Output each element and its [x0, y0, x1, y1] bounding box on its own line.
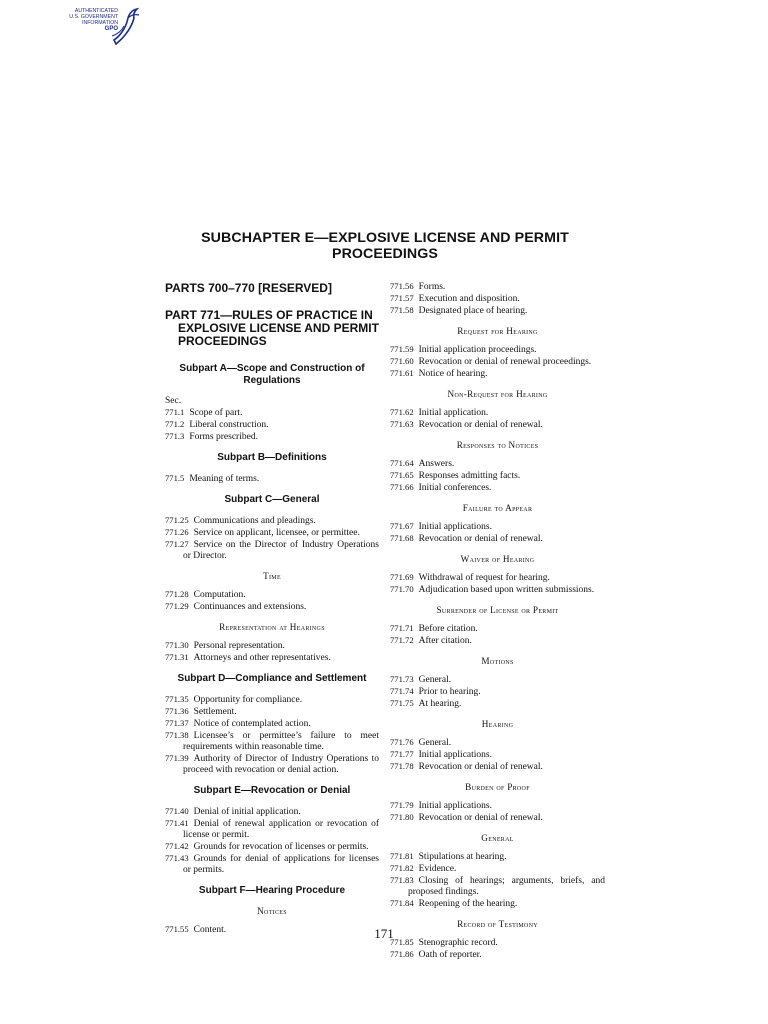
- section-number: 771.85: [390, 937, 414, 947]
- section-number: 771.61: [390, 368, 414, 378]
- section-number: 771.39: [165, 752, 189, 763]
- toc-entry: [165, 718, 379, 730]
- toc-entry: [165, 419, 379, 431]
- toc-entry: [390, 458, 605, 470]
- sec-label: Sec.: [165, 395, 182, 406]
- toc-entry: [390, 419, 605, 431]
- toc-entry: [165, 806, 379, 818]
- group-heading-surrender: Surrender of License or Permit: [436, 605, 559, 615]
- toc-entry: [390, 572, 605, 584]
- toc-entry: [390, 293, 605, 305]
- section-number: 771.60: [390, 356, 414, 366]
- gpo-authentication-logo: [60, 6, 142, 46]
- section-title: General.: [418, 738, 452, 748]
- section-number: 771.29: [165, 600, 189, 611]
- section-title: Initial conferences.: [418, 483, 492, 493]
- section-title: Initial applications.: [418, 522, 492, 532]
- section-number: 771.73: [390, 674, 414, 684]
- section-title: Personal representation.: [193, 640, 285, 651]
- toc-entry: [390, 686, 605, 698]
- section-number: 771.62: [390, 407, 414, 417]
- toc-entry: [165, 730, 379, 753]
- section-number: 771.84: [390, 898, 414, 908]
- toc-entry: [165, 601, 379, 613]
- toc-entry: [165, 589, 379, 601]
- section-title: Forms prescribed.: [189, 431, 258, 442]
- group-heading-time: Time: [263, 570, 281, 581]
- subpart-c-heading: Subpart C—General: [224, 493, 320, 505]
- section-title: Reopening of the hearing.: [418, 899, 518, 909]
- logo-line: AUTHENTICATED: [74, 8, 118, 14]
- section-title: Licensee’s or permittee’s failure to meet requirements within reasonable time.: [183, 730, 379, 752]
- section-number: 771.27: [165, 538, 189, 549]
- toc-entry: [165, 515, 379, 527]
- toc-entry: [390, 407, 605, 419]
- section-title: Notice of contemplated action.: [193, 718, 311, 729]
- toc-entry: [165, 539, 379, 562]
- toc-entry: [390, 761, 605, 773]
- section-number: 771.69: [390, 572, 414, 582]
- subchapter-title-line: PROCEEDINGS: [332, 246, 438, 262]
- section-title: Revocation or denial of renewal proceedings.: [418, 357, 592, 367]
- section-title: Service on the Director of Industry Operations or Director.: [183, 539, 379, 561]
- section-number: 771.56: [390, 281, 414, 291]
- group-heading-hearing: Hearing: [481, 719, 514, 729]
- subpart-f-heading: Subpart F—Hearing Procedure: [198, 884, 346, 896]
- page-number: 171: [374, 926, 394, 941]
- section-number: 771.1: [165, 406, 185, 417]
- section-number: 771.5: [165, 472, 185, 483]
- section-title: Grounds for revocation of licenses or permits.: [193, 841, 369, 852]
- toc-entry: [390, 344, 605, 356]
- logo-line: INFORMATION: [82, 20, 118, 26]
- section-title: General.: [418, 675, 452, 685]
- section-title: Denial of initial application.: [193, 806, 301, 817]
- section-number: 771.38: [165, 729, 189, 740]
- section-title: Answers.: [418, 459, 455, 469]
- section-number: 771.42: [165, 840, 189, 851]
- section-number: 771.26: [165, 526, 189, 537]
- section-title: Designated place of hearing.: [418, 306, 528, 316]
- section-number: 771.25: [165, 514, 189, 525]
- group-heading-waiver: Waiver of Hearing: [460, 554, 535, 564]
- section-title: Meaning of terms.: [189, 473, 260, 484]
- toc-entry: [390, 533, 605, 545]
- group-heading-record: Record of Testimony: [457, 919, 538, 929]
- section-number: 771.57: [390, 293, 414, 303]
- subchapter-title-line: SUBCHAPTER E—EXPLOSIVE LICENSE AND PERMIT: [201, 230, 569, 246]
- toc-entry: [165, 640, 379, 652]
- section-title: Settlement.: [193, 706, 237, 717]
- section-number: 771.59: [390, 344, 414, 354]
- section-number: 771.76: [390, 737, 414, 747]
- toc-entry: [390, 737, 605, 749]
- section-number: 771.36: [165, 705, 189, 716]
- section-title: Closing of hearings; arguments, briefs, and proposed findings.: [408, 876, 605, 897]
- section-number: 771.2: [165, 418, 185, 429]
- section-title: Withdrawal of request for hearing.: [418, 573, 550, 583]
- toc-entry: [165, 706, 379, 718]
- logo-line: U.S. GOVERNMENT: [69, 14, 118, 20]
- section-title: Initial application proceedings.: [418, 345, 537, 355]
- toc-entry: [165, 853, 379, 876]
- section-title: Initial applications.: [418, 801, 492, 811]
- toc-entry: [390, 482, 605, 494]
- section-title: After citation.: [418, 636, 472, 646]
- section-title: Forms.: [418, 282, 446, 292]
- section-title: Communications and pleadings.: [193, 515, 316, 526]
- part-771-heading: PART 771—RULES OF PRACTICE IN EXPLOSIVE LICENSE AND PERMIT PROCEEDINGS: [165, 307, 379, 348]
- section-number: 771.83: [390, 875, 414, 885]
- section-title: Stipulations at hearing.: [418, 852, 507, 862]
- parts-reserved-heading: PARTS 700–770 [RESERVED]: [165, 281, 332, 295]
- section-number: 771.35: [165, 693, 189, 704]
- group-heading-responses: Responses to Notices: [456, 440, 539, 450]
- section-title: Revocation or denial of renewal.: [418, 813, 543, 823]
- section-title: Oath of reporter.: [418, 950, 482, 960]
- section-title: Revocation or denial of renewal.: [418, 762, 543, 772]
- toc-list: [165, 407, 379, 443]
- right-column: [390, 281, 605, 961]
- section-number: 771.63: [390, 419, 414, 429]
- group-heading-request: Request for Hearing: [457, 326, 538, 336]
- toc-entry: [165, 407, 379, 419]
- group-heading-failure: Failure to Appear: [462, 503, 533, 513]
- toc-entry: [390, 851, 605, 863]
- toc-entry: [165, 753, 379, 776]
- section-number: 771.72: [390, 635, 414, 645]
- group-heading-motions: Motions: [481, 656, 514, 666]
- section-number: 771.55: [165, 923, 189, 934]
- section-title: Content.: [193, 924, 227, 935]
- toc-entry: [165, 473, 379, 485]
- logo-line: GPO: [104, 26, 118, 32]
- subpart-d-heading: Subpart D—Compliance and Settlement: [177, 672, 367, 684]
- section-number: 771.81: [390, 851, 414, 861]
- section-title: At hearing.: [418, 699, 462, 709]
- section-number: 771.66: [390, 482, 414, 492]
- section-number: 771.40: [165, 805, 189, 816]
- section-number: 771.71: [390, 623, 414, 633]
- section-title: Revocation or denial of renewal.: [418, 534, 543, 544]
- section-title: Grounds for denial of applications for licenses or permits.: [183, 853, 379, 875]
- section-number: 771.67: [390, 521, 414, 531]
- toc-entry: [390, 470, 605, 482]
- section-title: Responses admitting facts.: [418, 471, 521, 481]
- section-number: 771.78: [390, 761, 414, 771]
- section-title: Initial application.: [418, 408, 489, 418]
- section-number: 771.82: [390, 863, 414, 873]
- group-heading-representation: Representation at Hearings: [219, 621, 325, 632]
- section-number: 771.77: [390, 749, 414, 759]
- section-title: Liberal construction.: [189, 419, 269, 430]
- section-title: Stenographic record.: [418, 938, 498, 948]
- section-number: 771.43: [165, 852, 189, 863]
- toc-entry: [165, 924, 379, 936]
- section-title: Computation.: [193, 589, 246, 600]
- subpart-a-heading: Subpart A—Scope and Construction of Regulations: [179, 362, 365, 386]
- toc-entry: [390, 674, 605, 686]
- group-heading-nonrequest: Non-Request for Hearing: [447, 389, 548, 399]
- toc-entry: [390, 800, 605, 812]
- section-number: 771.31: [165, 651, 189, 662]
- toc-entry: [390, 635, 605, 647]
- toc-entry: [165, 818, 379, 841]
- toc-entry: [390, 698, 605, 710]
- eagle-icon: [110, 6, 142, 46]
- toc-entry: [390, 949, 605, 961]
- section-title: Notice of hearing.: [418, 369, 488, 379]
- toc-entry: [390, 937, 605, 949]
- group-heading-general: General: [481, 833, 514, 843]
- section-number: 771.79: [390, 800, 414, 810]
- section-title: Initial applications.: [418, 750, 492, 760]
- toc-entry: [390, 521, 605, 533]
- section-number: 771.75: [390, 698, 414, 708]
- toc-entry: [390, 875, 605, 898]
- subpart-e-heading: Subpart E—Revocation or Denial: [193, 784, 351, 796]
- subpart-b-heading: Subpart B—Definitions: [217, 451, 327, 463]
- section-number: 771.70: [390, 584, 414, 594]
- toc-entry: [390, 812, 605, 824]
- subchapter-title: [165, 230, 605, 262]
- section-number: 771.68: [390, 533, 414, 543]
- toc-entry: [390, 368, 605, 380]
- toc-entry: [390, 863, 605, 875]
- section-title: Denial of renewal application or revocation of license or permit.: [183, 818, 379, 840]
- left-column: [165, 282, 379, 936]
- section-title: Scope of part.: [189, 407, 243, 418]
- section-number: 771.86: [390, 949, 414, 959]
- toc-entry: [390, 281, 605, 293]
- toc-entry: [390, 749, 605, 761]
- toc-entry: [165, 527, 379, 539]
- toc-entry: [390, 305, 605, 317]
- section-title: Execution and disposition.: [418, 294, 520, 304]
- section-number: 771.64: [390, 458, 414, 468]
- section-number: 771.3: [165, 430, 185, 441]
- toc-entry: [165, 694, 379, 706]
- section-title: Adjudication based upon written submissions.: [418, 585, 595, 595]
- toc-entry: [390, 584, 605, 596]
- toc-entry: [390, 623, 605, 635]
- section-number: 771.58: [390, 305, 414, 315]
- toc-entry: [165, 431, 379, 443]
- group-heading-notices: Notices: [257, 905, 287, 916]
- section-title: Revocation or denial of renewal.: [418, 420, 543, 430]
- section-number: 771.37: [165, 717, 189, 728]
- section-title: Service on applicant, licensee, or permittee.: [193, 527, 360, 538]
- section-number: 771.65: [390, 470, 414, 480]
- section-title: Attorneys and other representatives.: [193, 652, 331, 663]
- section-title: Continuances and extensions.: [193, 601, 307, 612]
- section-title: Prior to hearing.: [418, 687, 481, 697]
- toc-entry: [165, 652, 379, 664]
- section-title: Opportunity for compliance.: [193, 694, 303, 705]
- section-title: Authority of Director of Industry Operations to proceed with revocation or denial action.: [183, 753, 379, 775]
- toc-entry: [165, 841, 379, 853]
- section-number: 771.74: [390, 686, 414, 696]
- group-heading-burden: Burden of Proof: [465, 782, 530, 792]
- section-number: 771.41: [165, 817, 189, 828]
- section-title: Before citation.: [418, 624, 478, 634]
- toc-entry: [390, 898, 605, 910]
- section-number: 771.30: [165, 639, 189, 650]
- section-number: 771.28: [165, 588, 189, 599]
- section-number: 771.80: [390, 812, 414, 822]
- section-title: Evidence.: [418, 864, 457, 874]
- toc-entry: [390, 356, 605, 368]
